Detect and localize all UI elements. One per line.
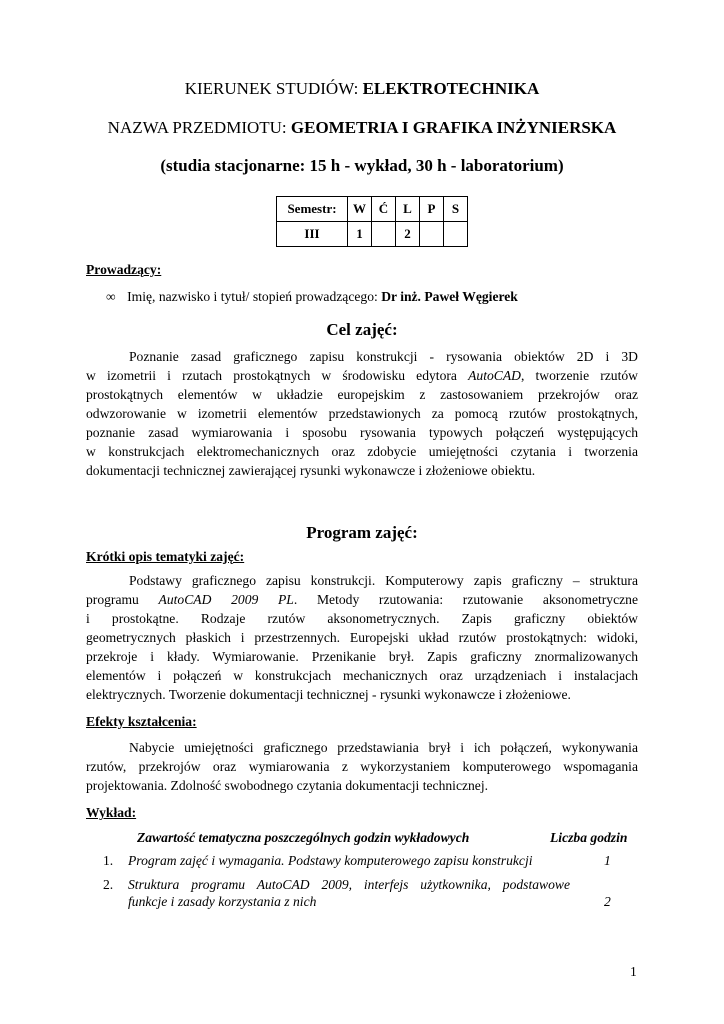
line-text: programu (86, 592, 159, 607)
table-cell: L (396, 197, 420, 222)
line-text: . Metody rzutowania: rzutowanie aksonometryczne (293, 592, 638, 607)
table-cell (372, 222, 396, 247)
table-cell: W (348, 197, 372, 222)
table-cell: 1 (348, 222, 372, 247)
table-cell: Semestr: (277, 197, 348, 222)
instructor-name: Dr inż. Paweł Węgierek (381, 289, 518, 304)
goal-paragraph (86, 347, 638, 480)
subject-label: NAZWA PRZEDMIOTU: (107, 118, 287, 137)
field-label: KIERUNEK STUDIÓW: (184, 79, 359, 98)
paragraph-line: elektrycznych. Tworzenie dokumentacji technicznej - rysunki wykonawcze i złożeniowe. (86, 687, 571, 702)
program-heading: Program zajęć: (306, 523, 418, 542)
lecture-item-number: 2. (103, 877, 114, 892)
instructor-label: Imię, nazwisko i tytuł/ stopień prowadzącego: (127, 289, 378, 304)
lecture-item-hours: 1 (604, 853, 611, 868)
subject-name (0, 118, 724, 138)
lecture-item-number: 1. (103, 853, 114, 868)
table-cell: P (420, 197, 444, 222)
instructor-line (106, 287, 518, 306)
lecture-col-hours: Liczba godzin (550, 830, 628, 845)
paragraph-line: prostokątnych elementów w układzie europejskim z zastosowaniem przekrojów oraz (86, 387, 638, 402)
instructor-heading: Prowadzący: (86, 262, 162, 277)
table-cell: 2 (396, 222, 420, 247)
paragraph-line: poznanie zasad wymiarowania i sposobu rysowania typowych połączeń występujących (86, 425, 638, 440)
paragraph-line: dokumentacji technicznej zawierającej rysunki wykonawcze i złożeniowe obiektu. (86, 463, 536, 478)
paragraph-line (86, 366, 638, 385)
table-cell: III (277, 222, 348, 247)
autocad-name: AutoCAD (468, 368, 521, 383)
paragraph-line: rzutów, przekrojów oraz wymiarowania z wykorzystaniem komputerowego wspomagania (86, 759, 638, 774)
paragraph-line: odwzorowanie w izometrii elementów przedstawionych za pomocą rzutów prostokątnych, (86, 406, 638, 421)
field-value: ELEKTROTECHNIKA (362, 79, 540, 98)
table-header-row (277, 197, 468, 222)
table-row (277, 222, 468, 247)
effects-heading: Efekty kształcenia: (86, 714, 197, 729)
page-number: 1 (630, 964, 637, 979)
subject-value: GEOMETRIA I GRAFIKA INŻYNIERSKA (290, 118, 617, 137)
paragraph-line: i prostokątne. Rodzaje rzutów aksonometrycznych. Zapis graficzny obiektów (86, 611, 638, 626)
lecture-item-text: Struktura programu AutoCAD 2009, interfejs użytkownika, podstawowe (128, 877, 570, 892)
lecture-heading: Wykład: (86, 805, 137, 820)
lecture-item-text: Program zajęć i wymagania. Podstawy komputerowego zapisu konstrukcji (128, 853, 533, 868)
paragraph-line (86, 590, 638, 609)
lecture-item-text-cont: funkcje i zasady korzystania z nich (128, 894, 317, 909)
line-text: w izometrii i rzutach prostokątnych w środowisku edytora (86, 368, 469, 383)
short-description-heading: Krótki opis tematyki zajęć: (86, 549, 245, 564)
paragraph-line: Podstawy graficznego zapisu konstrukcji. Komputerowy zapis graficzny – struktura (129, 573, 638, 588)
paragraph-line: Poznanie zasad graficznego zapisu konstrukcji - rysowania obiektów 2D i 3D (129, 349, 638, 364)
paragraph-line: geometrycznych płaskich i przestrzennych. Europejski układ rzutów prostokątnych: widoki, (86, 630, 638, 645)
paragraph-line: w konstrukcjach elektromechanicznych oraz zdobycie umiejętności czytania i tworzenia (86, 444, 638, 459)
infinity-bullet-icon: ∞ (106, 289, 116, 304)
line-text: , tworzenie rzutów (520, 368, 638, 383)
hours-summary: (studia stacjonarne: 15 h - wykład, 30 h - laboratorium) (160, 156, 564, 175)
program-paragraph (86, 571, 638, 704)
lecture-item-hours: 2 (604, 894, 611, 909)
paragraph-line: projektowania. Zdolność swobodnego czytania dokumentacji technicznej. (86, 778, 489, 793)
lecture-col-content: Zawartość tematyczna poszczególnych godzin wykładowych (137, 830, 470, 845)
goal-heading: Cel zajęć: (326, 320, 398, 339)
effects-paragraph (86, 738, 638, 795)
paragraph-line: przekroje i kłady. Wymiarowanie. Przenikanie brył. Zapis graficzny znormalizowanych (86, 649, 638, 664)
paragraph-line: Nabycie umiejętności graficznego przedstawiania brył i ich połączeń, wykonywania (129, 740, 638, 755)
autocad-name: AutoCAD 2009 PL (158, 592, 294, 607)
paragraph-line: elementów i połączeń w konstrukcjach mechanicznych oraz urządzeniach i instalacjach (86, 668, 638, 683)
table-cell: Ć (372, 197, 396, 222)
table-cell: S (444, 197, 468, 222)
table-cell (420, 222, 444, 247)
table-cell (444, 222, 468, 247)
field-of-study (0, 79, 724, 99)
semester-table (276, 196, 468, 247)
